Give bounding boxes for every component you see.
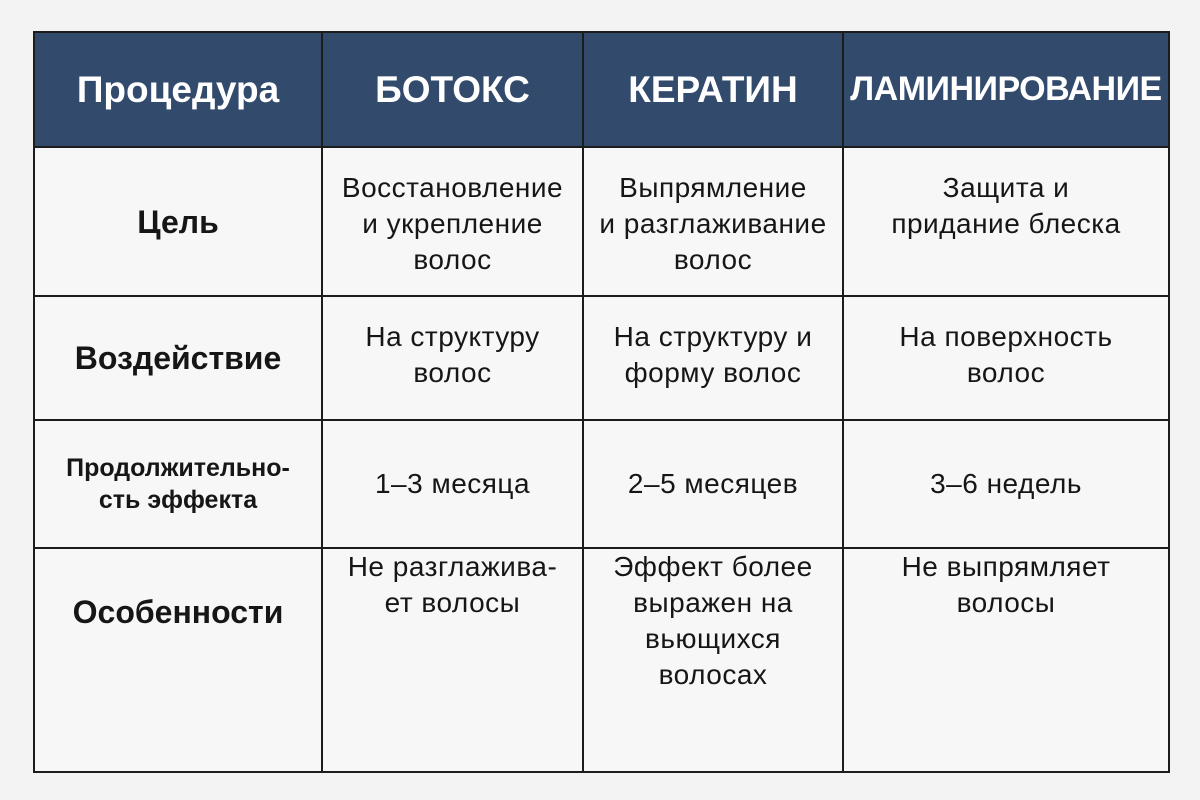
header-botox: БОТОКС — [322, 32, 583, 147]
cell-text: 1–3 месяца — [374, 468, 531, 499]
row-label-text: Особенности — [72, 594, 284, 630]
cell-text: Не разглажива- ет волосы — [347, 551, 558, 618]
table-row — [34, 147, 1169, 296]
cell-keratin-duration — [583, 420, 843, 548]
row-label-features — [34, 548, 322, 772]
cell-keratin-features — [583, 548, 843, 772]
table-row — [34, 548, 1169, 772]
table-body — [34, 147, 1169, 772]
row-label-text: Продолжительно- сть эффекта — [66, 454, 290, 514]
row-label-goal — [34, 147, 322, 296]
table-row — [34, 296, 1169, 420]
cell-text: Защита и придание блеска — [891, 172, 1121, 239]
row-label-duration — [34, 420, 322, 548]
cell-text: 2–5 месяцев — [627, 468, 799, 499]
cell-text: На структуру и форму волос — [613, 321, 813, 388]
cell-lamination-goal — [843, 147, 1169, 296]
row-label-text: Цель — [137, 203, 219, 240]
header-procedure: Процедура — [34, 32, 322, 147]
cell-lamination-features — [843, 548, 1169, 772]
cell-text: Эффект более выражен на вьющихся волосах — [613, 551, 813, 690]
cell-lamination-impact — [843, 296, 1169, 420]
cell-text: Восстановление и укрепление волос — [341, 172, 564, 275]
cell-text: 3–6 недель — [930, 468, 1082, 499]
header-row — [34, 32, 1169, 147]
cell-keratin-impact — [583, 296, 843, 420]
cell-text: Не выпрямляет волосы — [901, 551, 1111, 618]
row-label-impact — [34, 296, 322, 420]
cell-botox-goal — [322, 147, 583, 296]
cell-text: На структуру волос — [365, 321, 540, 388]
comparison-table — [33, 31, 1170, 773]
cell-text: На поверхность волос — [899, 321, 1113, 388]
cell-botox-impact — [322, 296, 583, 420]
header-keratin: КЕРАТИН — [583, 32, 843, 147]
table-header — [34, 32, 1169, 147]
cell-text: Выпрямление и разглаживание волос — [599, 172, 827, 275]
table-row — [34, 420, 1169, 548]
row-label-text: Воздействие — [74, 340, 282, 376]
cell-keratin-goal — [583, 147, 843, 296]
cell-botox-features — [322, 548, 583, 772]
header-lamination: ЛАМИНИРОВАНИЕ — [843, 32, 1169, 147]
cell-botox-duration — [322, 420, 583, 548]
cell-lamination-duration — [843, 420, 1169, 548]
